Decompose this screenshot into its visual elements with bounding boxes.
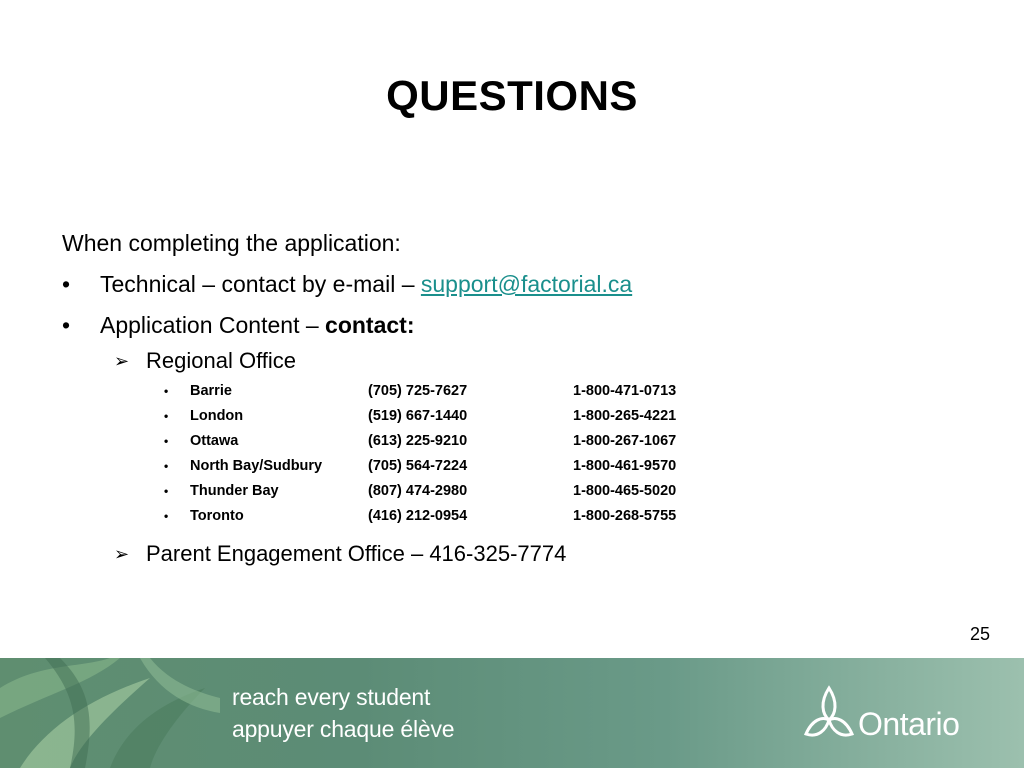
intro-text: When completing the application:: [62, 230, 401, 256]
slide-title: QUESTIONS: [386, 72, 638, 119]
leaf-swoosh-decoration: [0, 658, 220, 768]
office-city: London: [190, 408, 244, 424]
ontario-logo-text: Ontario: [858, 706, 960, 742]
slide-body: [62, 226, 962, 569]
office-city: North Bay/Sudbury: [190, 458, 323, 474]
regional-office-item: [62, 346, 962, 376]
office-phone: (613) 225-9210: [368, 433, 468, 449]
tagline-english: reach every student: [232, 684, 431, 710]
office-phone: (705) 725-7627: [368, 383, 468, 399]
page-number: 25: [969, 624, 990, 644]
technical-item: [62, 267, 962, 301]
bullet-icon: •: [164, 384, 169, 398]
footer-band: [0, 658, 1024, 768]
bullet-icon: •: [164, 434, 169, 448]
office-row: [62, 504, 962, 529]
office-phone: (416) 212-0954: [368, 508, 468, 524]
bullet-icon: •: [62, 312, 71, 338]
contact-label: contact:: [325, 312, 415, 338]
office-tollfree: 1-800-465-5020: [573, 483, 677, 499]
trillium-logo-icon: [800, 684, 858, 744]
parent-office-item: [62, 539, 962, 569]
office-list: [62, 379, 962, 529]
support-email-link[interactable]: support@factorial.ca: [420, 271, 633, 297]
office-tollfree: 1-800-471-0713: [573, 383, 677, 399]
tagline-french: appuyer chaque élève: [232, 716, 455, 742]
office-row: [62, 479, 962, 504]
office-row: [62, 454, 962, 479]
bullet-icon: •: [164, 484, 169, 498]
arrow-bullet-icon: ➢: [114, 544, 130, 564]
office-tollfree: 1-800-461-9570: [573, 458, 677, 474]
office-tollfree: 1-800-265-4221: [573, 408, 677, 424]
office-city: Ottawa: [190, 433, 239, 449]
content-label: Application Content –: [100, 312, 326, 338]
office-row: [62, 379, 962, 404]
office-city: Thunder Bay: [190, 483, 279, 499]
bullet-icon: •: [62, 271, 71, 297]
office-phone: (705) 564-7224: [368, 458, 468, 474]
bullet-icon: •: [164, 409, 169, 423]
arrow-bullet-icon: ➢: [114, 351, 130, 371]
content-item: [62, 308, 962, 342]
bullet-icon: •: [164, 459, 169, 473]
office-row: [62, 404, 962, 429]
office-phone: (519) 667-1440: [368, 408, 468, 424]
office-city: Toronto: [190, 508, 244, 524]
office-tollfree: 1-800-268-5755: [573, 508, 677, 524]
technical-label: Technical – contact by e-mail –: [100, 271, 421, 297]
office-tollfree: 1-800-267-1067: [573, 433, 677, 449]
regional-office-label: Regional Office: [146, 348, 297, 373]
office-city: Barrie: [190, 383, 232, 399]
parent-office-text: Parent Engagement Office – 416-325-7774: [146, 541, 567, 566]
office-row: [62, 429, 962, 454]
office-phone: (807) 474-2980: [368, 483, 468, 499]
bullet-icon: •: [164, 509, 169, 523]
